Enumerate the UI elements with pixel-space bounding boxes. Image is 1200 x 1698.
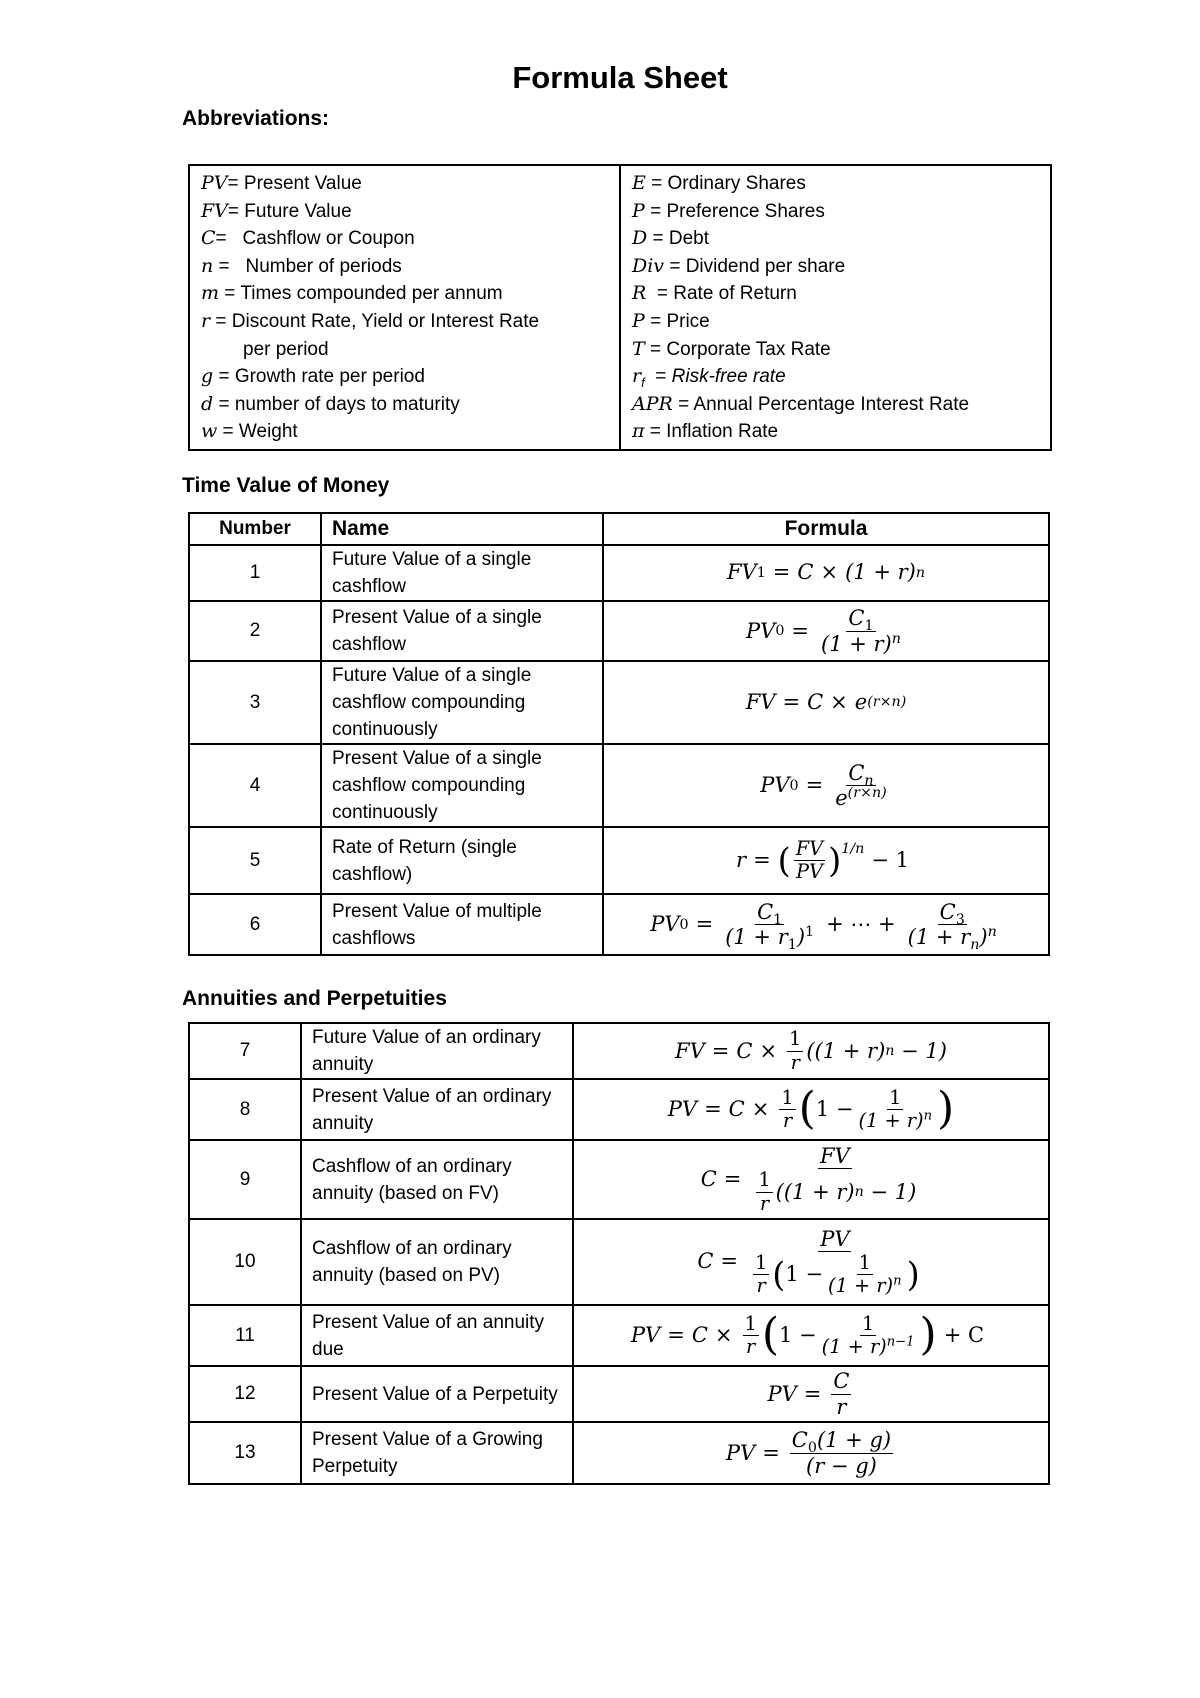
- abbr-item: $r_f$ = Risk-free rate: [632, 365, 786, 390]
- row-number: 11: [189, 1305, 301, 1366]
- formula-10: C = PV $\frac{1}{r}$ ( 1 − $\frac{1}{(1 + r)^n}$ ): [573, 1219, 1049, 1305]
- formula-8: PV = C × $\frac{1}{r}$ ( 1 − $\frac{1}{(1 + r)^n}$ ): [573, 1079, 1049, 1140]
- table-row: [189, 894, 1049, 955]
- page-title: Formula Sheet: [512, 60, 728, 95]
- table-row: [189, 1422, 1049, 1484]
- row-name: Present Value of a Perpetuity: [301, 1366, 573, 1422]
- time-value-heading: Time Value of Money: [182, 474, 390, 497]
- table-row: [189, 1219, 1049, 1305]
- abbr-item: C= Cashflow or Coupon: [201, 227, 415, 250]
- abbr-item: Div = Dividend per share: [632, 254, 846, 277]
- formula-2: PV 0 = $\frac{C_1}{(1 + r)^n}$: [603, 601, 1049, 661]
- header-name: Name: [321, 513, 603, 545]
- abbr-item: APR = Annual Percentage Interest Rate: [632, 392, 970, 415]
- formula-12: PV = $\frac{C}{r}$: [573, 1366, 1049, 1422]
- abbreviations-left-column: [189, 165, 620, 450]
- formula-6: PV 0 = $\frac{C_1}{(1 + r_1)^1}$ + ⋯ + $\frac{C_3}{(1 + r_n)^n}$: [603, 894, 1049, 955]
- abbr-item: D = Debt: [632, 227, 710, 250]
- abbr-item: E = Ordinary Shares: [632, 172, 806, 194]
- row-name: Future Value of a single cashflow: [321, 545, 603, 601]
- abbreviations-heading: Abbreviations:: [182, 107, 330, 130]
- formula-13: PV = $\frac{C_0(1 + g)}{(r - g)}$: [573, 1422, 1049, 1484]
- abbr-item-continuation: per period: [243, 338, 329, 360]
- row-number: 13: [189, 1422, 301, 1484]
- row-name: Future Value of a single cashflow compounding continuously: [321, 661, 603, 744]
- time-value-table: [188, 512, 1050, 956]
- abbr-item: d = number of days to maturity: [201, 392, 460, 415]
- abbreviations-table: [188, 164, 1052, 451]
- abbr-item: PV= Present Value: [201, 172, 362, 194]
- abbreviations-right-column: [620, 165, 1051, 450]
- abbr-item: r = Discount Rate, Yield or Interest Rate: [201, 309, 540, 332]
- row-number: 9: [189, 1140, 301, 1219]
- row-number: 1: [189, 545, 321, 601]
- formula-11: PV = C × $\frac{1}{r}$ ( 1 − $\frac{1}{(1 + r)^{n-1}}$ ) + C: [573, 1305, 1049, 1366]
- table-header-row: [189, 513, 1049, 545]
- row-number: 2: [189, 601, 321, 661]
- table-row: [189, 601, 1049, 661]
- table-row: [189, 744, 1049, 827]
- row-number: 12: [189, 1366, 301, 1422]
- row-number: 8: [189, 1079, 301, 1140]
- table-row: [189, 1079, 1049, 1140]
- table-row: [189, 1140, 1049, 1219]
- annuities-heading: Annuities and Perpetuities: [182, 987, 447, 1010]
- abbr-item: P = Price: [632, 309, 710, 332]
- row-number: 6: [189, 894, 321, 955]
- row-name: Future Value of an ordinary annuity: [301, 1023, 573, 1079]
- row-name: Present Value of an ordinary annuity: [301, 1079, 573, 1140]
- table-row: [189, 1366, 1049, 1422]
- row-name: Present Value of a single cashflow: [321, 601, 603, 661]
- table-row: [189, 1305, 1049, 1366]
- formula-4: PV 0 = $\frac{C_n}{e^{(r\times n)}}$: [603, 744, 1049, 827]
- abbr-item: π = Inflation Rate: [632, 420, 779, 443]
- row-name: Present Value of a single cashflow compounding continuously: [321, 744, 603, 827]
- formula-1: FV 1 = C × (1 + r) n: [603, 545, 1049, 601]
- header-formula: Formula: [603, 513, 1049, 545]
- abbr-item: m = Times compounded per annum: [201, 282, 503, 305]
- formula-3: FV = C × e (r×n): [603, 661, 1049, 744]
- row-name: Present Value of an annuity due: [301, 1305, 573, 1366]
- formula-5: r = ( $\frac{FV}{PV}$ ) $^{1/n}$ − 1: [603, 827, 1049, 894]
- header-number: Number: [189, 513, 321, 545]
- row-name: Cashflow of an ordinary annuity (based on FV): [301, 1140, 573, 1219]
- table-row: [189, 1023, 1049, 1079]
- row-name: Present Value of multiple cashflows: [321, 894, 603, 955]
- formula-7: FV = C × $\frac{1}{r}$ ((1 + r) n − 1): [573, 1023, 1049, 1079]
- abbr-item: T = Corporate Tax Rate: [632, 337, 831, 360]
- row-number: 10: [189, 1219, 301, 1305]
- abbr-item: w = Weight: [201, 420, 298, 443]
- table-row: [189, 661, 1049, 744]
- abbr-item: R = Rate of Return: [632, 282, 797, 305]
- abbr-item: n = Number of periods: [201, 254, 402, 277]
- row-name: Rate of Return (single cashflow): [321, 827, 603, 894]
- table-row: [189, 827, 1049, 894]
- annuities-table: [188, 1022, 1050, 1485]
- row-name: Present Value of a Growing Perpetuity: [301, 1422, 573, 1484]
- row-number: 3: [189, 661, 321, 744]
- row-number: 5: [189, 827, 321, 894]
- formula-9: C = FV $\frac{1}{r}$ ((1 + r) n − 1): [573, 1140, 1049, 1219]
- table-row: [189, 545, 1049, 601]
- row-number: 7: [189, 1023, 301, 1079]
- row-number: 4: [189, 744, 321, 827]
- row-name: Cashflow of an ordinary annuity (based on PV): [301, 1219, 573, 1305]
- abbr-item: P = Preference Shares: [632, 199, 825, 222]
- abbr-item: FV= Future Value: [201, 199, 352, 222]
- abbr-item: g = Growth rate per period: [201, 365, 425, 388]
